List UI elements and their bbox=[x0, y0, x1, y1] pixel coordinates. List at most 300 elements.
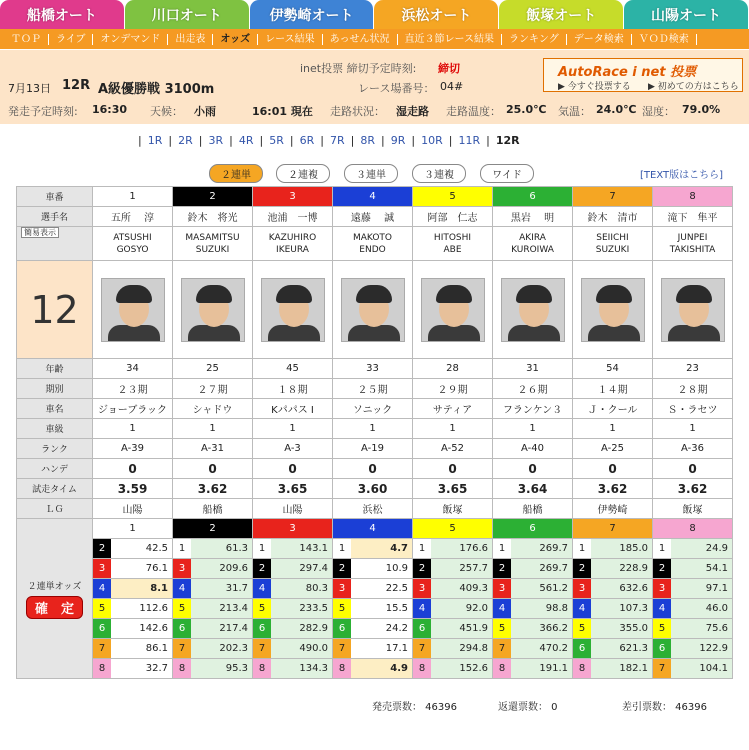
odds-cell[interactable] bbox=[493, 599, 573, 619]
odds-cell[interactable] bbox=[173, 539, 253, 559]
odds-second-number: 6 bbox=[333, 619, 351, 638]
odds-second-number: 8 bbox=[493, 659, 511, 678]
odds-cell[interactable] bbox=[93, 619, 173, 639]
odds-second-number: 2 bbox=[333, 559, 351, 578]
odds-second-number: 3 bbox=[493, 579, 511, 598]
odds-value: 561.2 bbox=[511, 579, 572, 598]
track-tab[interactable]: 伊勢崎オート bbox=[250, 0, 374, 29]
rider-photo bbox=[421, 278, 485, 342]
odds-second-number: 8 bbox=[573, 659, 591, 678]
odds-cell[interactable] bbox=[93, 539, 173, 559]
rider-lg: 浜松 bbox=[333, 499, 413, 519]
odds-cell[interactable] bbox=[173, 579, 253, 599]
odds-cell[interactable] bbox=[173, 639, 253, 659]
rider-number: 5 bbox=[413, 187, 493, 207]
odds-cell[interactable] bbox=[333, 619, 413, 639]
rider-rank: A-31 bbox=[173, 439, 253, 459]
odds-value: 209.6 bbox=[191, 559, 252, 578]
race-nav-separator: | bbox=[198, 134, 203, 147]
odds-value: 24.2 bbox=[351, 619, 412, 638]
race-nav-separator: | bbox=[350, 134, 355, 147]
odds-value: 451.9 bbox=[431, 619, 492, 638]
air-temp: 24.0℃ bbox=[596, 103, 637, 116]
odds-cell[interactable] bbox=[493, 559, 573, 579]
display-select-cell bbox=[17, 227, 93, 261]
odds-value: 621.3 bbox=[591, 639, 652, 658]
rider-number: 6 bbox=[493, 187, 573, 207]
odds-first-header: 4 bbox=[333, 519, 413, 539]
track-tab[interactable]: 川口オート bbox=[125, 0, 249, 29]
odds-value: 269.7 bbox=[511, 559, 572, 578]
nav-item[interactable]: あっせん状況 bbox=[323, 34, 398, 45]
banner-vote-link[interactable]: ▶ 今すぐ投票する bbox=[558, 82, 631, 92]
odds-value: 176.6 bbox=[431, 539, 492, 558]
venue-no: 04# bbox=[440, 80, 464, 93]
odds-cell[interactable] bbox=[253, 539, 333, 559]
nav-item[interactable]: ライブ bbox=[49, 34, 93, 45]
rider-car: シャドウ bbox=[173, 399, 253, 419]
odds-cell[interactable] bbox=[173, 599, 253, 619]
odds-second-number: 6 bbox=[253, 619, 271, 638]
race-nav-separator: | bbox=[411, 134, 416, 147]
odds-cell[interactable] bbox=[333, 599, 413, 619]
rider-roman-last: IKEURA bbox=[276, 244, 309, 255]
odds-second-number: 5 bbox=[653, 619, 671, 638]
odds-cell[interactable] bbox=[413, 639, 493, 659]
odds-cell[interactable] bbox=[653, 559, 733, 579]
track-tab[interactable]: 山陽オート bbox=[624, 0, 748, 29]
rider-roman bbox=[413, 227, 493, 261]
rider-roman-first: ATSUSHI bbox=[113, 232, 152, 243]
rider-lg: 山陽 bbox=[253, 499, 333, 519]
odds-second-number: 2 bbox=[253, 559, 271, 578]
odds-value: 191.1 bbox=[511, 659, 572, 678]
nav-item[interactable]: データ検索 bbox=[567, 34, 632, 45]
tab-trifecta[interactable]: ３連単 bbox=[344, 164, 398, 183]
odds-cell[interactable] bbox=[653, 659, 733, 679]
race-link[interactable]: 5R bbox=[269, 134, 284, 147]
odds-value: 97.1 bbox=[671, 579, 732, 598]
odds-cell[interactable] bbox=[253, 599, 333, 619]
odds-cell[interactable] bbox=[493, 659, 573, 679]
rider-age: 34 bbox=[93, 359, 173, 379]
rider-name: 鈴木 将光 bbox=[173, 207, 253, 227]
odds-second-number: 8 bbox=[173, 659, 191, 678]
odds-cell[interactable] bbox=[93, 639, 173, 659]
main-nav bbox=[0, 29, 749, 49]
banner-title: AutoRace i net 投票 bbox=[558, 65, 697, 80]
row-label: 期別 bbox=[17, 379, 93, 399]
rider-roman-last: ENDO bbox=[359, 244, 386, 255]
race-date: 7月13日 bbox=[8, 82, 51, 95]
tab-wide[interactable]: ワイド bbox=[480, 164, 534, 183]
odds-value: 46.0 bbox=[671, 599, 732, 618]
odds-first-header: 8 bbox=[653, 519, 733, 539]
odds-cell[interactable] bbox=[493, 619, 573, 639]
rider-trial: 3.64 bbox=[493, 479, 573, 499]
rider-class: 1 bbox=[333, 419, 413, 439]
rider-number: 8 bbox=[653, 187, 733, 207]
rider-trial: 3.59 bbox=[93, 479, 173, 499]
odds-second-number: 1 bbox=[493, 539, 511, 558]
odds-cell[interactable] bbox=[253, 639, 333, 659]
race-title: A級優勝戦 3100m bbox=[98, 82, 215, 97]
odds-value: 470.2 bbox=[511, 639, 572, 658]
rider-photo-cell bbox=[413, 261, 493, 359]
odds-value: 294.8 bbox=[431, 639, 492, 658]
odds-second-number: 6 bbox=[173, 619, 191, 638]
row-label: 車番 bbox=[17, 187, 93, 207]
race-nav-separator: | bbox=[486, 134, 490, 147]
odds-cell[interactable] bbox=[333, 579, 413, 599]
odds-cell[interactable] bbox=[413, 599, 493, 619]
rider-lg: 山陽 bbox=[93, 499, 173, 519]
odds-cell[interactable] bbox=[173, 559, 253, 579]
rider-hande: 0 bbox=[413, 459, 493, 479]
odds-value: 61.3 bbox=[191, 539, 252, 558]
odds-second-number: 1 bbox=[573, 539, 591, 558]
nav-item[interactable]: オンデマンド bbox=[93, 34, 168, 45]
odds-value: 92.0 bbox=[431, 599, 492, 618]
odds-value: 152.6 bbox=[431, 659, 492, 678]
odds-second-number: 3 bbox=[93, 559, 111, 578]
odds-cell[interactable] bbox=[413, 619, 493, 639]
rider-number: 1 bbox=[93, 187, 173, 207]
odds-cell[interactable] bbox=[653, 579, 733, 599]
odds-second-number: 7 bbox=[253, 639, 271, 658]
row-label: 選手名 bbox=[17, 207, 93, 227]
race-link[interactable]: 3R bbox=[208, 134, 224, 147]
tab-exacta[interactable]: ２連単 bbox=[209, 164, 263, 183]
start-label: 発走予定時刻: bbox=[8, 105, 78, 118]
race-link[interactable]: 11R bbox=[458, 134, 481, 147]
nav-item[interactable]: 直近３節レース結果 bbox=[398, 34, 503, 45]
rider-term: ２８期 bbox=[653, 379, 733, 399]
odds-second-number: 3 bbox=[653, 579, 671, 598]
odds-second-number: 4 bbox=[653, 599, 671, 618]
race-link[interactable]: 9R bbox=[390, 134, 406, 147]
odds-first-header: 3 bbox=[253, 519, 333, 539]
nav-item[interactable]: 出走表 bbox=[168, 34, 213, 45]
odds-cell[interactable] bbox=[413, 659, 493, 679]
odds-value: 202.3 bbox=[191, 639, 252, 658]
odds-cell[interactable] bbox=[253, 659, 333, 679]
rider-term: ２７期 bbox=[173, 379, 253, 399]
rider-name: 遠藤 誠 bbox=[333, 207, 413, 227]
race-nav-separator: | bbox=[289, 134, 294, 147]
rider-hande: 0 bbox=[493, 459, 573, 479]
odds-cell[interactable] bbox=[573, 599, 653, 619]
tab-trio[interactable]: ３連複 bbox=[412, 164, 466, 183]
race-nav-separator: | bbox=[381, 134, 385, 147]
odds-cell[interactable] bbox=[93, 659, 173, 679]
odds-cell[interactable] bbox=[573, 539, 653, 559]
odds-value: 8.1 bbox=[111, 579, 172, 598]
rider-age: 28 bbox=[413, 359, 493, 379]
rider-roman-first: SEIICHI bbox=[596, 232, 629, 243]
rider-rank: A-25 bbox=[573, 439, 653, 459]
humidity-label: 湿度： bbox=[642, 105, 675, 118]
odds-cell[interactable] bbox=[253, 579, 333, 599]
odds-cell[interactable] bbox=[93, 599, 173, 619]
rider-class: 1 bbox=[253, 419, 333, 439]
nav-item[interactable]: オッズ bbox=[213, 34, 258, 45]
rider-age: 23 bbox=[653, 359, 733, 379]
odds-value: 185.0 bbox=[591, 539, 652, 558]
odds-cell[interactable] bbox=[413, 579, 493, 599]
rider-class: 1 bbox=[173, 419, 253, 439]
rider-photo-cell bbox=[493, 261, 573, 359]
rider-number: 7 bbox=[573, 187, 653, 207]
race-nav bbox=[0, 128, 749, 153]
rider-roman-last: KUROIWA bbox=[511, 244, 554, 255]
odds-cell[interactable] bbox=[573, 659, 653, 679]
rider-age: 25 bbox=[173, 359, 253, 379]
odds-first-header: 5 bbox=[413, 519, 493, 539]
odds-second-number: 8 bbox=[333, 659, 351, 678]
race-link[interactable]: 12R bbox=[495, 134, 520, 147]
odds-second-number: 5 bbox=[573, 619, 591, 638]
odds-second-number: 5 bbox=[333, 599, 351, 618]
text-version-link[interactable]: [TEXT版はこちら] bbox=[640, 170, 724, 181]
race-link[interactable]: 1R bbox=[147, 134, 163, 147]
odds-cell[interactable] bbox=[173, 619, 253, 639]
rider-hande: 0 bbox=[93, 459, 173, 479]
odds-first-header: 2 bbox=[173, 519, 253, 539]
odds-value: 76.1 bbox=[111, 559, 172, 578]
track-tab[interactable]: 船橋オート bbox=[0, 0, 124, 29]
odds-value: 355.0 bbox=[591, 619, 652, 638]
odds-second-number: 2 bbox=[573, 559, 591, 578]
odds-label-cell bbox=[17, 519, 93, 679]
odds-second-number: 5 bbox=[253, 599, 271, 618]
track-tab[interactable]: 浜松オート bbox=[374, 0, 498, 29]
rider-roman bbox=[333, 227, 413, 261]
odds-second-number: 3 bbox=[413, 579, 431, 598]
rider-roman bbox=[653, 227, 733, 261]
odds-cell[interactable] bbox=[333, 659, 413, 679]
odds-tabs bbox=[0, 156, 749, 186]
odds-second-number: 7 bbox=[333, 639, 351, 658]
nav-item[interactable]: ＶＯＤ検索 bbox=[632, 34, 697, 45]
odds-second-number: 7 bbox=[413, 639, 431, 658]
rider-rank: A-52 bbox=[413, 439, 493, 459]
odds-value: 122.9 bbox=[671, 639, 732, 658]
odds-value: 269.7 bbox=[511, 539, 572, 558]
air-temp-label: 気温： bbox=[558, 105, 591, 118]
rider-class: 1 bbox=[93, 419, 173, 439]
odds-value: 282.9 bbox=[271, 619, 332, 638]
rider-name: 滝下 隼平 bbox=[653, 207, 733, 227]
race-link[interactable]: 10R bbox=[421, 134, 443, 147]
rider-roman-first: MASAMITSU bbox=[185, 232, 240, 243]
nav-item[interactable]: レース結果 bbox=[258, 34, 323, 45]
odds-cell[interactable] bbox=[413, 539, 493, 559]
odds-cell[interactable] bbox=[493, 579, 573, 599]
odds-second-number: 8 bbox=[93, 659, 111, 678]
odds-value: 15.5 bbox=[351, 599, 412, 618]
race-link[interactable]: 2R bbox=[178, 134, 193, 147]
start-time: 16:30 bbox=[92, 103, 128, 116]
rider-roman-first: AKIRA bbox=[519, 232, 546, 243]
odds-value: 42.5 bbox=[111, 539, 172, 558]
odds-cell[interactable] bbox=[573, 579, 653, 599]
banner-first-link[interactable]: ▶ 初めての方はこちら bbox=[648, 82, 739, 92]
rider-photo-cell bbox=[253, 261, 333, 359]
display-select[interactable]: 簡易表示 bbox=[21, 227, 59, 238]
rider-hande: 0 bbox=[173, 459, 253, 479]
odds-cell[interactable] bbox=[333, 559, 413, 579]
odds-cell[interactable] bbox=[93, 579, 173, 599]
inet-banner[interactable] bbox=[543, 58, 743, 92]
odds-second-number: 1 bbox=[333, 539, 351, 558]
odds-cell[interactable] bbox=[573, 619, 653, 639]
odds-cell[interactable] bbox=[653, 619, 733, 639]
odds-value: 4.7 bbox=[351, 539, 412, 558]
odds-value: 54.1 bbox=[671, 559, 732, 578]
race-nav-separator: | bbox=[229, 134, 233, 147]
track-tab[interactable]: 飯塚オート bbox=[499, 0, 623, 29]
odds-value: 490.0 bbox=[271, 639, 332, 658]
track-tabs bbox=[0, 0, 749, 29]
tab-quinella[interactable]: ２連複 bbox=[276, 164, 330, 183]
odds-second-number: 7 bbox=[93, 639, 111, 658]
rider-trial: 3.62 bbox=[653, 479, 733, 499]
odds-cell[interactable] bbox=[253, 619, 333, 639]
odds-value: 409.3 bbox=[431, 579, 492, 598]
odds-second-number: 7 bbox=[653, 659, 671, 678]
rider-trial: 3.65 bbox=[413, 479, 493, 499]
odds-second-number: 1 bbox=[173, 539, 191, 558]
rider-roman-first: MAKOTO bbox=[353, 232, 392, 243]
odds-second-number: 3 bbox=[333, 579, 351, 598]
track-temp: 25.0℃ bbox=[506, 103, 547, 116]
odds-cell[interactable] bbox=[653, 539, 733, 559]
odds-second-number: 2 bbox=[93, 539, 111, 558]
race-nav-separator: | bbox=[168, 134, 173, 147]
rider-term: ２６期 bbox=[493, 379, 573, 399]
vote-summary bbox=[0, 698, 749, 714]
odds-cell[interactable] bbox=[173, 659, 253, 679]
odds-second-number: 2 bbox=[413, 559, 431, 578]
odds-value: 80.3 bbox=[271, 579, 332, 598]
odds-cell[interactable] bbox=[493, 639, 573, 659]
rider-roman-last: SUZUKI bbox=[195, 244, 230, 255]
odds-cell[interactable] bbox=[493, 539, 573, 559]
rider-number: 3 bbox=[253, 187, 333, 207]
fixed-badge: 確 定 bbox=[26, 596, 83, 619]
row-label: ランク bbox=[17, 439, 93, 459]
rider-name: 黒岩 明 bbox=[493, 207, 573, 227]
race-link[interactable]: 7R bbox=[329, 134, 345, 147]
odds-second-number: 5 bbox=[493, 619, 511, 638]
rider-lg: 伊勢崎 bbox=[573, 499, 653, 519]
rider-roman-first: KAZUHIRO bbox=[268, 232, 317, 243]
race-nav-separator: | bbox=[259, 134, 264, 147]
rider-rank: A-36 bbox=[653, 439, 733, 459]
rider-photo-cell bbox=[93, 261, 173, 359]
odds-second-number: 3 bbox=[573, 579, 591, 598]
rider-name: 阿部 仁志 bbox=[413, 207, 493, 227]
inet-close-label: inet投票 締切予定時刻: bbox=[300, 62, 417, 75]
race-link[interactable]: 6R bbox=[299, 134, 315, 147]
row-label: 試走タイム bbox=[17, 479, 93, 499]
rider-photo bbox=[341, 278, 405, 342]
odds-second-number: 5 bbox=[173, 599, 191, 618]
odds-value: 142.6 bbox=[111, 619, 172, 638]
rider-roman bbox=[253, 227, 333, 261]
odds-cell[interactable] bbox=[333, 539, 413, 559]
odds-cell[interactable] bbox=[333, 639, 413, 659]
odds-cell[interactable] bbox=[413, 559, 493, 579]
rider-trial: 3.62 bbox=[173, 479, 253, 499]
rider-car: Ｓ・ラセツ bbox=[653, 399, 733, 419]
weather-label: 天候： bbox=[150, 105, 183, 118]
rider-car: Ｊ・クール bbox=[573, 399, 653, 419]
nav-item[interactable]: ＴＯＰ bbox=[4, 34, 49, 45]
odds-cell[interactable] bbox=[653, 639, 733, 659]
odds-second-number: 4 bbox=[173, 579, 191, 598]
rider-hande: 0 bbox=[573, 459, 653, 479]
row-label: ＬＧ bbox=[17, 499, 93, 519]
rider-roman bbox=[93, 227, 173, 261]
rider-roman-last: SUZUKI bbox=[595, 244, 630, 255]
rider-trial: 3.62 bbox=[573, 479, 653, 499]
rider-roman bbox=[573, 227, 653, 261]
track-label: 走路状況： bbox=[330, 105, 385, 118]
odds-value: 98.8 bbox=[511, 599, 572, 618]
nav-item[interactable]: ランキング bbox=[502, 34, 567, 45]
rider-car: サティア bbox=[413, 399, 493, 419]
rider-term: ２９期 bbox=[413, 379, 493, 399]
rider-trial: 3.65 bbox=[253, 479, 333, 499]
race-nav-separator: | bbox=[448, 134, 453, 147]
odds-cell[interactable] bbox=[93, 559, 173, 579]
odds-second-number: 6 bbox=[653, 639, 671, 658]
race-link[interactable]: 8R bbox=[360, 134, 375, 147]
refund-votes: 返還票数： 0 bbox=[498, 702, 558, 713]
rider-age: 45 bbox=[253, 359, 333, 379]
odds-value: 213.4 bbox=[191, 599, 252, 618]
rider-class: 1 bbox=[573, 419, 653, 439]
venue-no-label: レース場番号： bbox=[358, 82, 435, 95]
odds-value: 31.7 bbox=[191, 579, 252, 598]
odds-value: 32.7 bbox=[111, 659, 172, 678]
odds-second-number: 2 bbox=[493, 559, 511, 578]
odds-second-number: 7 bbox=[173, 639, 191, 658]
race-nav-separator: | bbox=[138, 134, 142, 147]
odds-cell[interactable] bbox=[573, 639, 653, 659]
race-number: 12R bbox=[62, 78, 91, 93]
odds-cell[interactable] bbox=[573, 559, 653, 579]
rider-rank: A-3 bbox=[253, 439, 333, 459]
odds-value: 95.3 bbox=[191, 659, 252, 678]
rider-roman bbox=[173, 227, 253, 261]
rider-rank: A-39 bbox=[93, 439, 173, 459]
odds-second-number: 1 bbox=[653, 539, 671, 558]
odds-cell[interactable] bbox=[253, 559, 333, 579]
race-link[interactable]: 4R bbox=[238, 134, 254, 147]
inet-closed: 締切 bbox=[438, 62, 460, 75]
rider-name: 鈴木 清市 bbox=[573, 207, 653, 227]
odds-cell[interactable] bbox=[653, 599, 733, 619]
odds-second-number: 3 bbox=[173, 559, 191, 578]
odds-first-header: 1 bbox=[93, 519, 173, 539]
rider-photo bbox=[581, 278, 645, 342]
rider-photo bbox=[181, 278, 245, 342]
odds-second-number: 6 bbox=[573, 639, 591, 658]
rider-photo bbox=[261, 278, 325, 342]
